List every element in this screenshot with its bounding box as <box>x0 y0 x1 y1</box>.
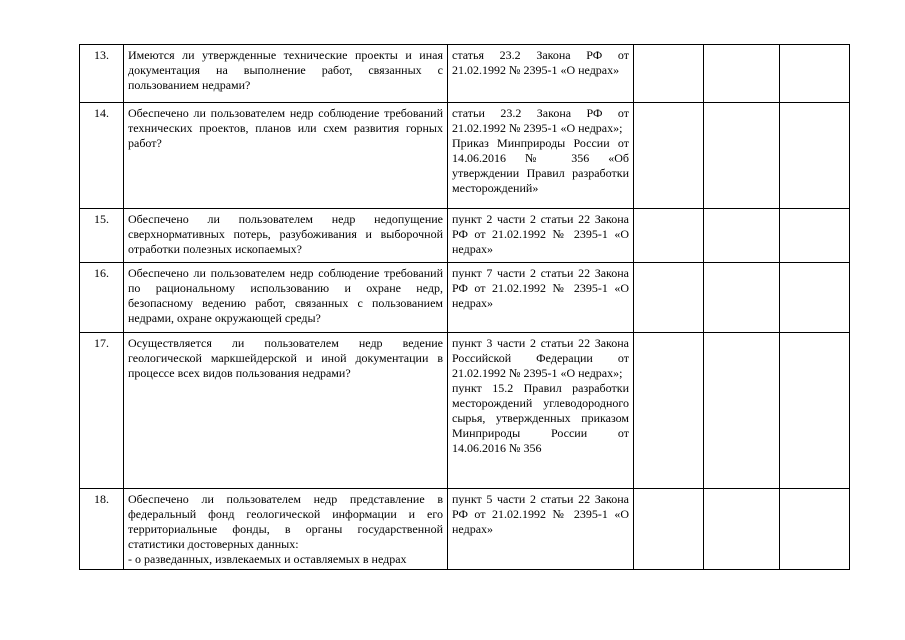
reference-text: пункт 15.2 Правил разработки месторождений углеводородного сырья, утвержденных приказом Минприроды России от 14.06.2016 № 356 <box>452 381 629 455</box>
answer-yes-cell[interactable] <box>634 333 704 489</box>
answer-na-cell[interactable] <box>780 45 850 103</box>
answer-na-cell[interactable] <box>780 103 850 209</box>
answer-yes-cell[interactable] <box>634 45 704 103</box>
question-cell: Имеются ли утвержденные технические проекты и иная документация на выполнение работ, связанных с пользованием недрами? <box>124 45 448 103</box>
question-cell <box>124 489 448 570</box>
table-row <box>80 103 850 209</box>
question-subitem: - о разведанных, извлекаемых и оставляемых в недрах <box>128 552 407 566</box>
question-cell: Обеспечено ли пользователем недр соблюдение требований технических проектов, планов или схем развития горных работ? <box>124 103 448 209</box>
answer-na-cell[interactable] <box>780 209 850 263</box>
table-row <box>80 263 850 333</box>
answer-yes-cell[interactable] <box>634 209 704 263</box>
reference-text: пункт 5 части 2 статьи 22 Закона РФ от 21.02.1992 № 2395-1 «О недрах» <box>452 492 629 536</box>
reference-cell <box>448 333 634 489</box>
table-row <box>80 489 850 570</box>
answer-na-cell[interactable] <box>780 489 850 570</box>
table-row <box>80 45 850 103</box>
row-number: 17. <box>80 333 124 489</box>
answer-yes-cell[interactable] <box>634 263 704 333</box>
table-row <box>80 209 850 263</box>
row-number: 13. <box>80 45 124 103</box>
answer-na-cell[interactable] <box>780 263 850 333</box>
answer-no-cell[interactable] <box>704 209 780 263</box>
answer-no-cell[interactable] <box>704 489 780 570</box>
answer-no-cell[interactable] <box>704 45 780 103</box>
question-cell: Обеспечено ли пользователем недр соблюдение требований по рациональному использованию и охране недр, безопасному ведению работ, связанных с пользованием недрами, охране окружающей среды? <box>124 263 448 333</box>
table-row <box>80 333 850 489</box>
row-number: 15. <box>80 209 124 263</box>
answer-yes-cell[interactable] <box>634 103 704 209</box>
reference-cell <box>448 103 634 209</box>
row-number: 18. <box>80 489 124 570</box>
row-number: 16. <box>80 263 124 333</box>
answer-no-cell[interactable] <box>704 103 780 209</box>
answer-no-cell[interactable] <box>704 333 780 489</box>
reference-text: Приказ Минприроды России от 14.06.2016 № 356 «Об утверждении Правил разработки месторождений» <box>452 136 629 195</box>
reference-text: пункт 2 части 2 статьи 22 Закона РФ от 21.02.1992 № 2395-1 «О недрах» <box>452 212 629 256</box>
reference-cell <box>448 263 634 333</box>
reference-cell <box>448 489 634 570</box>
reference-text: статьи 23.2 Закона РФ от 21.02.1992 № 2395-1 «О недрах»; <box>452 106 629 135</box>
reference-cell <box>448 209 634 263</box>
reference-text: пункт 3 части 2 статьи 22 Закона Российской Федерации от 21.02.1992 № 2395-1 «О недрах»; <box>452 336 629 380</box>
answer-no-cell[interactable] <box>704 263 780 333</box>
reference-text: пункт 7 части 2 статьи 22 Закона РФ от 21.02.1992 № 2395-1 «О недрах» <box>452 266 629 310</box>
reference-text: статья 23.2 Закона РФ от 21.02.1992 № 2395-1 «О недрах» <box>452 48 629 77</box>
question-cell: Обеспечено ли пользователем недр недопущение сверхнормативных потерь, разубоживания и выборочной отработки полезных ископаемых? <box>124 209 448 263</box>
question-text: Обеспечено ли пользователем недр представление в федеральный фонд геологической информации и его территориальные фонды, в органы государственной статистики достоверных данных: <box>128 492 443 551</box>
reference-cell <box>448 45 634 103</box>
answer-yes-cell[interactable] <box>634 489 704 570</box>
checklist-table <box>79 44 850 570</box>
row-number: 14. <box>80 103 124 209</box>
question-cell: Осуществляется ли пользователем недр ведение геологической маркшейдерской и иной документации в процессе всех видов пользования недрами? <box>124 333 448 489</box>
answer-na-cell[interactable] <box>780 333 850 489</box>
